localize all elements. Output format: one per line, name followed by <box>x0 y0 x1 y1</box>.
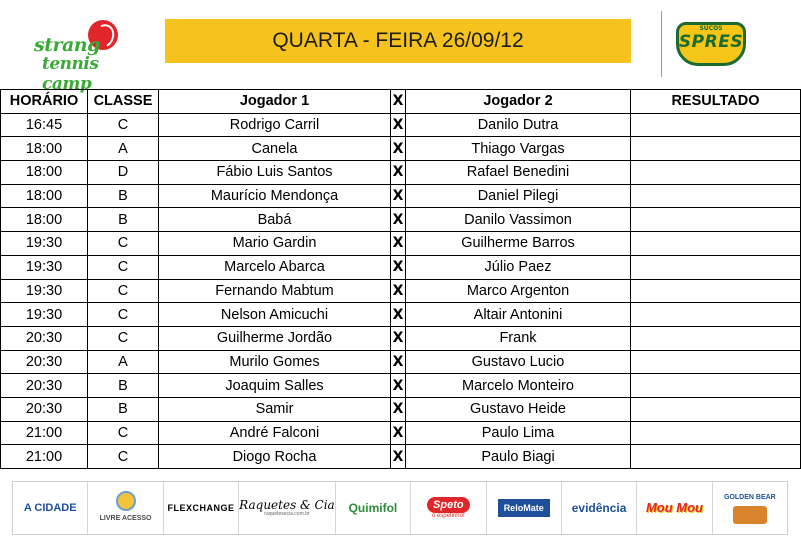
cell-versus: X <box>391 232 406 256</box>
cell-jogador-2: Danilo Dutra <box>406 113 631 137</box>
sponsor-speto <box>411 482 486 534</box>
cell-jogador-1: Diogo Rocha <box>159 445 391 469</box>
cell-classe: B <box>88 184 159 208</box>
cell-jogador-2: Danilo Vassimon <box>406 208 631 232</box>
cell-classe: C <box>88 279 159 303</box>
cell-jogador-1: Nelson Amicuchi <box>159 303 391 327</box>
cell-jogador-1: Mario Gardin <box>159 232 391 256</box>
table-row <box>1 421 801 445</box>
cell-horario: 18:00 <box>1 161 88 185</box>
sponsor-name: Mou Mou <box>645 500 703 515</box>
cell-jogador-2: Thiago Vargas <box>406 137 631 161</box>
header-versus: X <box>391 90 406 114</box>
cell-resultado <box>631 137 801 161</box>
cell-classe: C <box>88 255 159 279</box>
table-row <box>1 350 801 374</box>
sponsor-name: ReloMate <box>498 499 550 517</box>
cell-jogador-1: Babá <box>159 208 391 232</box>
spres-logo-main: SPRES <box>678 32 744 52</box>
logo-line-1: strang <box>34 34 100 56</box>
cell-resultado <box>631 161 801 185</box>
cell-resultado <box>631 350 801 374</box>
cell-versus: X <box>391 350 406 374</box>
cell-classe: A <box>88 137 159 161</box>
page-title-banner <box>165 19 631 63</box>
sponsor-tagline: o espetinho! <box>431 512 465 519</box>
sucos-spres-logo <box>676 22 746 66</box>
cell-classe: C <box>88 421 159 445</box>
sponsor-name: GOLDEN BEAR <box>724 494 776 501</box>
cell-resultado <box>631 303 801 327</box>
header-divider <box>661 11 662 77</box>
cell-versus: X <box>391 184 406 208</box>
cell-classe: C <box>88 326 159 350</box>
cell-jogador-2: Rafael Benedini <box>406 161 631 185</box>
sponsor-name: A CIDADE <box>23 502 77 514</box>
cell-classe: C <box>88 113 159 137</box>
cell-horario: 20:30 <box>1 350 88 374</box>
table-row <box>1 208 801 232</box>
cell-horario: 20:30 <box>1 374 88 398</box>
page-title: QUARTA - FEIRA 26/09/12 <box>272 29 524 52</box>
sponsor-name: Speto <box>427 497 470 513</box>
cell-versus: X <box>391 279 406 303</box>
cell-jogador-2: Guilherme Barros <box>406 232 631 256</box>
cell-jogador-1: Samir <box>159 397 391 421</box>
cell-horario: 21:00 <box>1 445 88 469</box>
cell-classe: B <box>88 397 159 421</box>
spres-logo-sub: SUCOS <box>699 25 723 32</box>
sponsor-livre-acesso <box>88 482 163 534</box>
cell-classe: C <box>88 303 159 327</box>
logo-line-2: tennis camp <box>42 54 99 94</box>
sponsor-relomate <box>487 482 562 534</box>
cell-jogador-1: Guilherme Jordão <box>159 326 391 350</box>
cell-jogador-1: Murilo Gomes <box>159 350 391 374</box>
cell-resultado <box>631 208 801 232</box>
table-row <box>1 326 801 350</box>
header-jogador-2: Jogador 2 <box>406 90 631 114</box>
cell-versus: X <box>391 161 406 185</box>
cell-resultado <box>631 279 801 303</box>
header-resultado: RESULTADO <box>631 90 801 114</box>
cell-horario: 18:00 <box>1 137 88 161</box>
cell-jogador-2: Gustavo Lucio <box>406 350 631 374</box>
cell-versus: X <box>391 397 406 421</box>
cell-jogador-1: Canela <box>159 137 391 161</box>
header-horario: HORÁRIO <box>1 90 88 114</box>
cell-versus: X <box>391 303 406 327</box>
match-schedule-table <box>0 89 801 469</box>
cell-horario: 20:30 <box>1 397 88 421</box>
cell-classe: B <box>88 208 159 232</box>
sponsor-name: LIVRE ACESSO <box>99 515 152 522</box>
cell-classe: C <box>88 445 159 469</box>
table-row <box>1 445 801 469</box>
cell-versus: X <box>391 326 406 350</box>
sponsor-flexchange <box>164 482 239 534</box>
cell-jogador-2: Paulo Biagi <box>406 445 631 469</box>
table-row <box>1 184 801 208</box>
cell-versus: X <box>391 137 406 161</box>
table-row <box>1 255 801 279</box>
sponsor-evidencia <box>562 482 637 534</box>
cell-classe: D <box>88 161 159 185</box>
sponsor-a-cidade <box>13 482 88 534</box>
cell-jogador-2: Júlio Paez <box>406 255 631 279</box>
cell-jogador-2: Altair Antonini <box>406 303 631 327</box>
cell-jogador-1: Fábio Luis Santos <box>159 161 391 185</box>
sponsor-tagline: raquetesecia.com.br <box>264 510 310 517</box>
cell-classe: B <box>88 374 159 398</box>
cell-resultado <box>631 374 801 398</box>
sponsor-quimifol <box>336 482 411 534</box>
cell-resultado <box>631 445 801 469</box>
cell-jogador-2: Paulo Lima <box>406 421 631 445</box>
cell-versus: X <box>391 113 406 137</box>
cell-classe: A <box>88 350 159 374</box>
cell-jogador-2: Daniel Pilegi <box>406 184 631 208</box>
cell-resultado <box>631 326 801 350</box>
cell-jogador-1: Fernando Mabtum <box>159 279 391 303</box>
cell-horario: 19:30 <box>1 303 88 327</box>
cell-jogador-1: André Falconi <box>159 421 391 445</box>
cell-resultado <box>631 397 801 421</box>
cell-jogador-2: Marco Argenton <box>406 279 631 303</box>
table-row <box>1 397 801 421</box>
sponsor-name: Raquetes & Cia <box>239 497 335 512</box>
cell-resultado <box>631 184 801 208</box>
header-classe: CLASSE <box>88 90 159 114</box>
cell-jogador-2: Frank <box>406 326 631 350</box>
cell-jogador-1: Marcelo Abarca <box>159 255 391 279</box>
cell-horario: 19:30 <box>1 279 88 303</box>
cell-versus: X <box>391 208 406 232</box>
livre-acesso-emblem-icon <box>116 491 136 511</box>
cell-jogador-2: Gustavo Heide <box>406 397 631 421</box>
cell-horario: 18:00 <box>1 208 88 232</box>
table-row <box>1 279 801 303</box>
golden-bear-icon <box>733 506 767 524</box>
table-header-row <box>1 90 801 114</box>
sponsor-raquetes-cia <box>239 482 336 534</box>
strang-tennis-camp-logo <box>30 18 142 94</box>
sponsor-name: Quimifol <box>348 501 398 515</box>
cell-versus: X <box>391 374 406 398</box>
cell-horario: 19:30 <box>1 232 88 256</box>
table-row <box>1 161 801 185</box>
cell-versus: X <box>391 255 406 279</box>
sponsor-name: FLEXCHANGE <box>167 503 235 513</box>
sponsor-golden-bear <box>713 482 787 534</box>
cell-versus: X <box>391 421 406 445</box>
cell-jogador-1: Joaquim Salles <box>159 374 391 398</box>
cell-jogador-1: Rodrigo Carril <box>159 113 391 137</box>
sponsors-strip <box>12 481 788 535</box>
cell-jogador-1: Maurício Mendonça <box>159 184 391 208</box>
cell-resultado <box>631 113 801 137</box>
sponsor-mou-mou <box>637 482 712 534</box>
table-row <box>1 374 801 398</box>
cell-jogador-2: Marcelo Monteiro <box>406 374 631 398</box>
cell-resultado <box>631 232 801 256</box>
cell-resultado <box>631 421 801 445</box>
cell-horario: 18:00 <box>1 184 88 208</box>
cell-horario: 20:30 <box>1 326 88 350</box>
table-row <box>1 113 801 137</box>
cell-resultado <box>631 255 801 279</box>
cell-classe: C <box>88 232 159 256</box>
cell-horario: 16:45 <box>1 113 88 137</box>
sponsor-name: evidência <box>571 501 627 515</box>
cell-horario: 19:30 <box>1 255 88 279</box>
cell-versus: X <box>391 445 406 469</box>
cell-horario: 21:00 <box>1 421 88 445</box>
table-row <box>1 232 801 256</box>
table-row <box>1 137 801 161</box>
table-row <box>1 303 801 327</box>
header-jogador-1: Jogador 1 <box>159 90 391 114</box>
